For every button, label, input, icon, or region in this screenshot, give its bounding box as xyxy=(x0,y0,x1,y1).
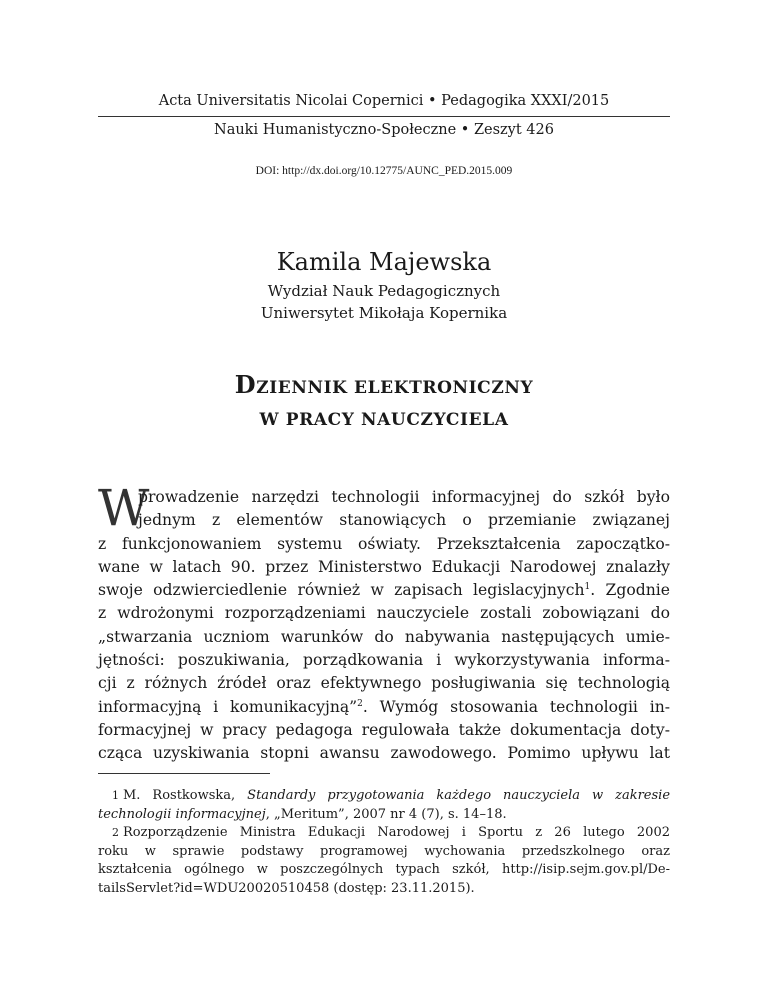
footnote-ref-1[interactable]: 1 xyxy=(584,582,591,592)
body-line: formacyjnej w pracy pedagoga regulowała także dokumentacja doty- xyxy=(98,720,670,739)
body-line-text: . Zgodnie xyxy=(590,581,670,600)
footnote-rule xyxy=(98,773,270,774)
body-line-text: informacyjną i komunikacyjną” xyxy=(98,697,358,716)
journal-subheader: Nauki Humanistyczno-Społeczne • Zeszyt 426 xyxy=(214,122,554,138)
footnote-1-line xyxy=(98,787,670,806)
title-line-1-rest: ZIENNIK ELEKTRONICZNY xyxy=(256,378,534,398)
body-line xyxy=(98,579,670,602)
footnotes xyxy=(98,787,670,898)
footnote-1-title: Standardy przygotowania każdego nauczyciela w zakresie xyxy=(247,788,671,803)
body-text xyxy=(98,486,670,766)
footnote-2-line[interactable]: kształcenia ogólnego w poszczególnych typach szkół, http://isip.sejm.gov.pl/De- xyxy=(98,862,670,877)
footnote-1-source: , „Meritum”, 2007 nr 4 (7), s. 14–18. xyxy=(265,806,507,822)
doi-line[interactable]: DOI: http://dx.doi.org/10.12775/AUNC_PED.2015.009 xyxy=(255,165,513,177)
footnote-2-line[interactable]: tailsServlet?id=WDU20020510458 (dostęp: 23.11.2015). xyxy=(98,880,475,896)
body-line xyxy=(98,696,670,719)
footnote-2-text: Rozporządzenie Ministra Edukacji Narodowej i Sportu z 26 lutego 2002 xyxy=(123,825,670,840)
article-title-line-2: W PRACY NAUCZYCIELA xyxy=(259,410,509,430)
journal-header: Acta Universitatis Nicolai Copernici • Pedagogika XXXI/2015 xyxy=(158,93,610,109)
title-initial: D xyxy=(234,370,257,399)
footnote-2-line: roku w sprawie podstawy programowej wychowania przedszkolnego oraz xyxy=(98,843,670,859)
footnote-2-line xyxy=(98,824,670,843)
footnote-1-title: technologii informacyjnej xyxy=(98,806,266,822)
body-line-text: swoje odzwierciedlenie również w zapisach legislacyjnych xyxy=(98,581,585,600)
drop-cap: W xyxy=(98,479,150,537)
body-line: z funkcjonowaniem systemu oświaty. Przekształcenia zapoczątko- xyxy=(98,534,670,553)
footnote-1-author: M. Rostkowska, xyxy=(123,788,248,803)
footnote-ref-2[interactable]: 2 xyxy=(357,698,363,709)
body-line-text: . Wymóg stosowania technologii in- xyxy=(362,697,671,716)
body-line: z wdrożonymi rozporządzeniami nauczyciele zostali zobowiązani do xyxy=(98,604,670,623)
body-line: jętności: poszukiwania, porządkowania i wykorzystywania informa- xyxy=(98,651,670,670)
body-line: jednym z elementów stanowiących o przemianie związanej xyxy=(138,511,670,530)
body-line: prowadzenie narzędzi technologii informacyjnej do szkół było xyxy=(138,488,670,506)
body-line: wane w latach 90. przez Ministerstwo Edukacji Narodowej znalazły xyxy=(98,557,670,576)
body-line: cząca uzyskiwania stopni awansu zawodowego. Pomimo upływu lat xyxy=(98,744,670,763)
footnote-1-line xyxy=(98,806,670,825)
affiliation-university: Uniwersytet Mikołaja Kopernika xyxy=(260,304,508,322)
body-line: cji z różnych źródeł oraz efektywnego posługiwania się technologią xyxy=(98,674,670,693)
body-line: „stwarzania uczniom warunków do nabywania następujących umie- xyxy=(98,627,670,646)
header-rule xyxy=(98,116,670,117)
author-name: Kamila Majewska xyxy=(276,248,492,276)
footnote-2-mark: 2 xyxy=(112,826,119,839)
affiliation-department: Wydział Nauk Pedagogicznych xyxy=(267,282,501,300)
footnote-1-mark: 1 xyxy=(112,789,119,802)
article-title-line-1 xyxy=(98,370,670,399)
